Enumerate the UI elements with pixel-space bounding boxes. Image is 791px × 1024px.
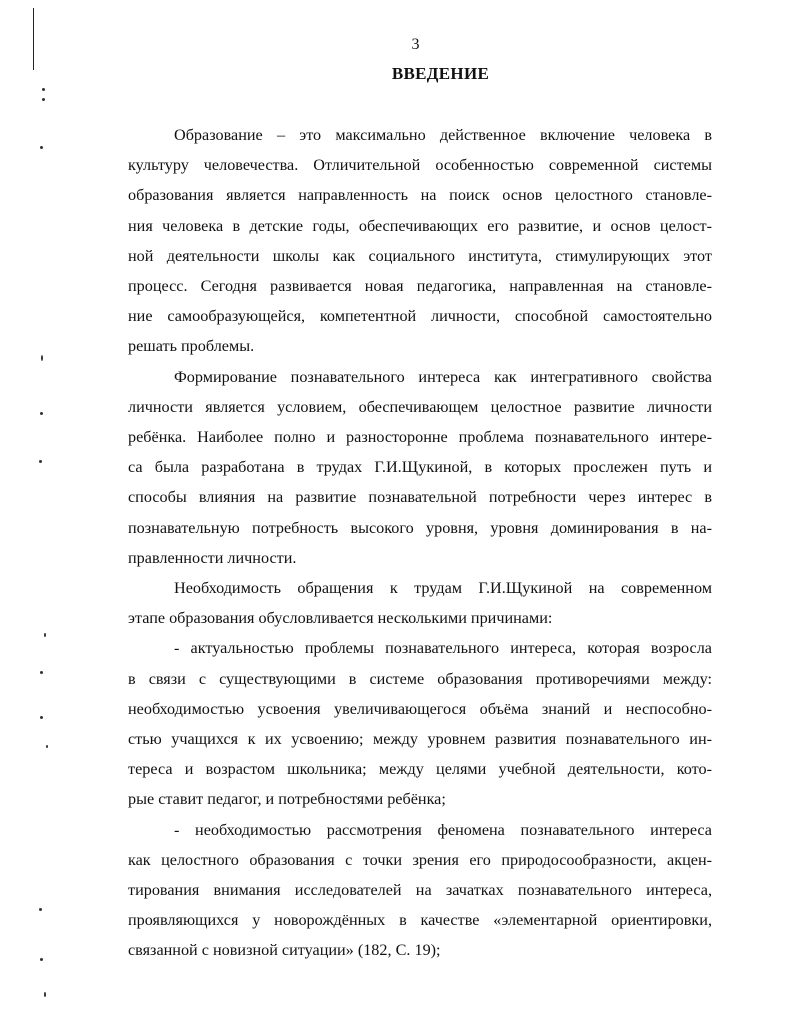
text-line: ния человека в детские годы, обеспечивающих его развитие, и основ целост- xyxy=(128,216,712,235)
text-line: образования является направленность на поиск основ целостного становле- xyxy=(128,186,712,205)
text-line: способы влияния на развитие познавательной потребности через интерес в xyxy=(128,488,712,507)
text-line: связанной с новизной ситуации» (182, С. 19); xyxy=(128,941,441,960)
text-line: са была разработана в трудах Г.И.Щукиной, в которых прослежен путь и xyxy=(128,458,712,477)
scan-speck xyxy=(40,671,43,674)
scan-speck xyxy=(41,355,43,361)
page-title: ВВЕДЕНИЕ xyxy=(391,64,490,83)
text-line: рые ставит педагог, и потребностями ребёнка; xyxy=(128,790,446,809)
text-line: необходимостью усвоения увеличивающегося объёма знаний и неспособно- xyxy=(128,699,712,718)
scan-speck xyxy=(40,716,43,719)
scan-speck xyxy=(39,908,42,911)
scan-speck xyxy=(44,992,46,997)
scan-speck xyxy=(42,98,45,101)
paragraph xyxy=(128,815,712,966)
text-line: правленности личности. xyxy=(128,548,297,567)
text-line: как целостного образования с точки зрения его природосообразности, акцен- xyxy=(128,850,712,869)
paragraph xyxy=(128,573,712,633)
text-line: тереса и возрастом школьника; между целями учебной деятельности, кото- xyxy=(128,760,712,779)
scan-speck xyxy=(40,958,43,961)
text-line: этапе образования обусловливается несколькими причинами: xyxy=(128,609,553,628)
paragraph xyxy=(128,362,712,573)
page-number: 3 xyxy=(411,36,420,53)
text-line: Необходимость обращения к трудам Г.И.Щукиной на современном xyxy=(174,579,712,598)
text-line: тирования внимания исследователей на зачатках познавательного интереса, xyxy=(128,881,712,900)
scan-speck xyxy=(40,146,43,149)
text-line: личности является условием, обеспечивающем целостное развитие личности xyxy=(128,397,712,416)
scan-speck xyxy=(40,412,43,415)
text-line: решать проблемы. xyxy=(128,337,255,356)
text-line: Формирование познавательного интереса как интегративного свойства xyxy=(174,367,712,386)
text-line: ной деятельности школы как социального института, стимулирующих этот xyxy=(128,246,712,265)
text-line: в связи с существующими в системе образования противоречиями между: xyxy=(128,669,712,688)
paragraph xyxy=(128,120,712,362)
text-line: - актуальностью проблемы познавательного интереса, которая возросла xyxy=(174,639,712,658)
scan-speck xyxy=(39,460,42,463)
document-body xyxy=(128,120,712,966)
text-line: - необходимостью рассмотрения феномена познавательного интереса xyxy=(174,820,712,839)
text-line: проявляющихся у новорождённых в качестве «элементарной ориентировки, xyxy=(128,911,712,930)
text-line: процесс. Сегодня развивается новая педагогика, направленная на становле- xyxy=(128,277,712,296)
paragraph xyxy=(128,633,712,814)
text-line: познавательную потребность высокого уровня, уровня доминирования в на- xyxy=(128,518,712,537)
scan-speck xyxy=(42,88,45,91)
text-line: Образование – это максимально действенное включение человека в xyxy=(174,126,712,144)
text-line: культуру человечества. Отличительной особенностью современной системы xyxy=(128,156,712,175)
text-line: ребёнка. Наиболее полно и разносторонне проблема познавательного интере- xyxy=(128,428,712,447)
text-line: ние самообразующейся, компетентной личности, способной самостоятельно xyxy=(128,307,712,326)
scan-speck xyxy=(46,745,48,748)
text-line: стью учащихся к их усвоению; между уровнем развития познавательного ин- xyxy=(128,730,712,749)
scan-speck xyxy=(44,633,46,637)
